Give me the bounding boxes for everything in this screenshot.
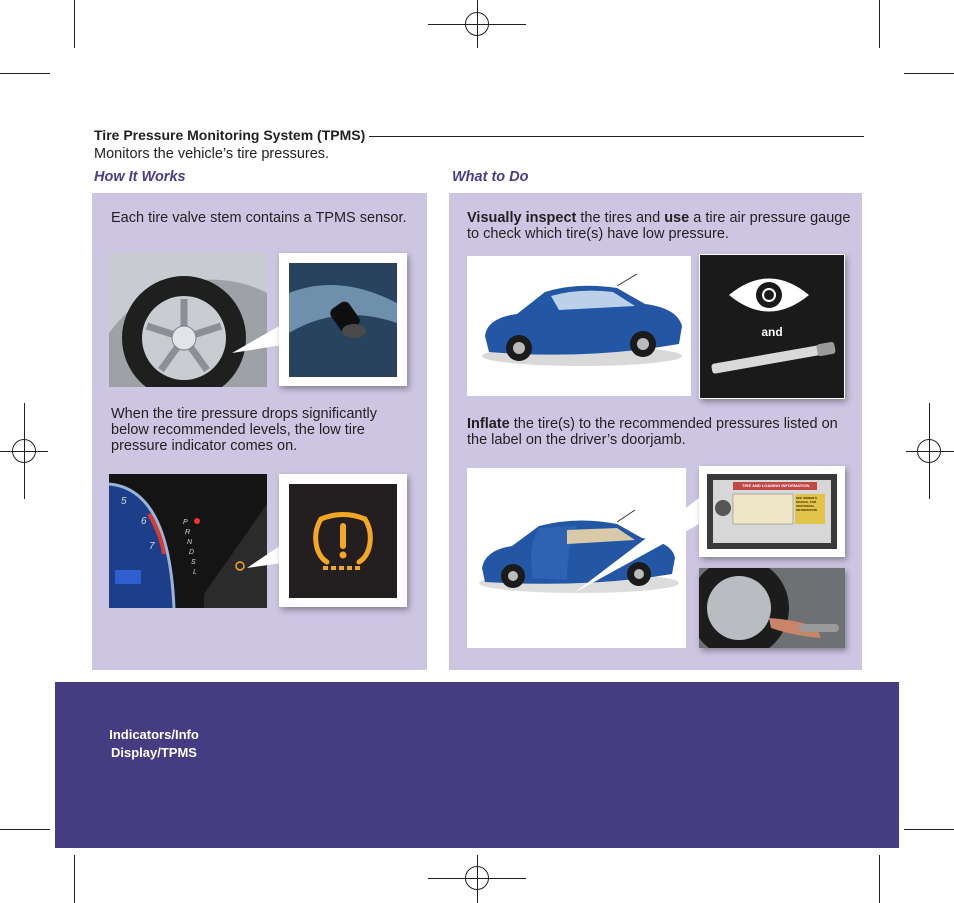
step-1-text-a: the tires and (576, 210, 665, 226)
how-it-works-panel (92, 193, 427, 670)
footer-band (55, 682, 899, 848)
how-it-works-heading: How It Works (94, 169, 186, 185)
crop-mark (74, 0, 75, 48)
svg-text:6: 6 (141, 516, 147, 527)
registration-mark (917, 439, 941, 463)
crop-mark (879, 855, 880, 903)
svg-text:P: P (183, 519, 188, 526)
registration-mark (465, 866, 489, 890)
step-1-text (467, 210, 852, 242)
crop-mark (879, 0, 880, 48)
section-tab-label (109, 726, 199, 762)
svg-text:7: 7 (149, 541, 155, 552)
callout-pointer (549, 493, 709, 613)
tpms-warning-icon (279, 474, 407, 607)
valve-stem-photo (279, 253, 407, 386)
step-2-text-rest: the tire(s) to the recommended pressures listed on the label on the driver’s doorjamb. (467, 416, 838, 448)
title-row (94, 127, 864, 143)
crop-mark (904, 829, 954, 830)
svg-text:5: 5 (121, 496, 127, 507)
car-illustration (467, 256, 691, 396)
section-tab-line-1: Indicators/Info (109, 727, 199, 742)
svg-text:L: L (193, 569, 197, 576)
what-to-do-panel (449, 193, 862, 670)
crop-mark (904, 73, 954, 74)
crop-mark (0, 73, 50, 74)
svg-text:N: N (187, 539, 193, 546)
registration-mark (465, 12, 489, 36)
tire-label-header: TIRE AND LOADING INFORMATION (742, 483, 810, 488)
valve-stem-illustration (279, 253, 407, 386)
section-tab-line-2: Display/TPMS (111, 745, 197, 760)
tire-label-photo (699, 466, 845, 557)
crop-mark (74, 855, 75, 903)
crop-mark (0, 829, 50, 830)
step-1-bold-b: use (664, 210, 690, 226)
tire-label-note: SEE OWNER'S MANUAL FOR ADDITIONAL INFORMATION (796, 496, 818, 512)
title-rule (369, 136, 864, 137)
low-pressure-indicator-photo (279, 474, 407, 607)
title-block (94, 127, 864, 162)
how-it-works-text-1: Each tire valve stem contains a TPMS sensor. (111, 210, 407, 226)
inflate-tire-illustration (699, 568, 845, 648)
step-2-bold: Inflate (467, 416, 510, 432)
page-title: Tire Pressure Monitoring System (TPMS) (94, 127, 366, 143)
how-it-works-text-2: When the tire pressure drops significantly below recommended levels, the low tire pressure indicator comes on. (111, 406, 377, 454)
inflate-tire-photo (699, 568, 845, 648)
registration-mark (12, 439, 36, 463)
step-1-text-b: a tire air pressure gauge to check which tire(s) have low pressure. (467, 210, 851, 242)
what-to-do-heading: What to Do (452, 169, 529, 185)
inspect-and-gauge-photo (699, 254, 845, 399)
svg-text:R: R (185, 529, 191, 536)
and-label: and (761, 325, 783, 339)
page-subtitle: Monitors the vehicle’s tire pressures. (94, 146, 330, 162)
step-2-text (467, 416, 852, 448)
svg-text:D: D (189, 549, 195, 556)
svg-text:S: S (191, 559, 196, 566)
step-1-bold-a: Visually inspect (467, 210, 577, 226)
car-photo (467, 256, 691, 396)
